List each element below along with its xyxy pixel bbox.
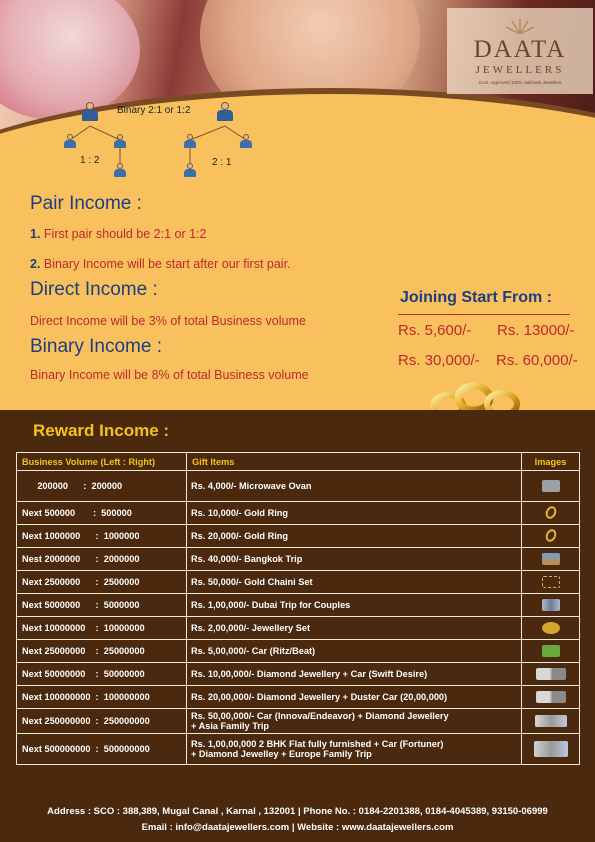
table-header-row <box>17 453 580 471</box>
header-images: Images <box>522 453 580 471</box>
table-row <box>17 734 580 765</box>
jewellery-car-icon <box>536 691 566 703</box>
gift-image-cell <box>522 471 580 502</box>
brand-name: DAATA <box>473 36 567 63</box>
gold-ring-icon <box>543 504 558 520</box>
binary-diagram-title: Binary 2:1 or 1:2 <box>117 105 191 116</box>
gift-image-cell <box>522 548 580 571</box>
business-volume-cell: Nest 2000000 : 2000000 <box>17 548 187 571</box>
footer-contact: Email : info@daatajewellers.com | Website : www.daatajewellers.com <box>141 822 454 833</box>
gift-item-cell: Rs. 1,00,000/- Dubai Trip for Couples <box>187 594 522 617</box>
table-row <box>17 471 580 502</box>
price-3: Rs. 30,000/- <box>398 352 480 369</box>
right-ratio-label: 2 : 1 <box>212 157 232 168</box>
reward-section <box>0 410 595 795</box>
point-text: First pair should be 2:1 or 1:2 <box>40 227 207 241</box>
business-volume-cell: Next 50000000 : 50000000 <box>17 663 187 686</box>
business-volume-cell: Next 500000000 : 500000000 <box>17 734 187 765</box>
table-row <box>17 594 580 617</box>
reward-income-heading: Reward Income : <box>33 421 170 440</box>
joining-underline <box>398 314 570 315</box>
gift-image-cell <box>522 525 580 548</box>
gift-item-cell: Rs. 50,00,000/- Car (Innova/Endeavor) + Diamond Jewellery + Asia Family Trip <box>187 709 522 734</box>
gift-item-cell: Rs. 2,00,000/- Jewellery Set <box>187 617 522 640</box>
footer-address: Address : SCO : 388,389, Mugal Canal , Karnal , 132001 | Phone No. : 0184-2201388, 0184-4045389, 93150-06999 <box>47 806 548 817</box>
pair-income-point-2 <box>30 257 291 271</box>
person-icon <box>239 134 253 148</box>
table-row <box>17 525 580 548</box>
person-icon <box>113 134 127 148</box>
left-ratio-label: 1 : 2 <box>80 155 100 166</box>
business-volume-cell: Next 5000000 : 5000000 <box>17 594 187 617</box>
binary-income-text: Binary Income will be 8% of total Business volume <box>30 368 309 382</box>
gift-item-cell: Rs. 10,000/- Gold Ring <box>187 502 522 525</box>
car-icon <box>542 645 560 657</box>
business-volume-cell: Next 2500000 : 2500000 <box>17 571 187 594</box>
business-volume-cell: Next 100000000 : 100000000 <box>17 686 187 709</box>
brand-tagline: Govt. Approved 100% Hallmark Jewellers <box>478 80 562 85</box>
business-volume-cell: 200000 : 200000 <box>17 471 187 502</box>
flat-car-trip-icon <box>534 741 568 757</box>
direct-income-text: Direct Income will be 3% of total Business volume <box>30 314 306 328</box>
table-row <box>17 548 580 571</box>
gift-image-cell <box>522 734 580 765</box>
brand-sub: JEWELLERS <box>475 64 565 76</box>
gift-item-cell: Rs. 5,00,000/- Car (Ritz/Beat) <box>187 640 522 663</box>
price-2: Rs. 13000/- <box>497 322 575 339</box>
table-row <box>17 640 580 663</box>
gift-item-cell: Rs. 20,000/- Gold Ring <box>187 525 522 548</box>
gift-image-cell <box>522 617 580 640</box>
gift-image-cell <box>522 663 580 686</box>
person-icon <box>113 163 127 177</box>
person-icon <box>183 134 197 148</box>
pair-income-heading: Pair Income : <box>30 193 142 214</box>
business-volume-cell: Next 25000000 : 25000000 <box>17 640 187 663</box>
direct-income-heading: Direct Income : <box>30 279 158 300</box>
table-row <box>17 663 580 686</box>
gift-image-cell <box>522 571 580 594</box>
gift-image-cell <box>522 502 580 525</box>
person-icon <box>63 134 77 148</box>
jewellery-car-icon <box>536 668 566 680</box>
footer <box>0 795 595 842</box>
pair-income-point-1 <box>30 227 207 241</box>
gift-item-cell: Rs. 50,000/- Gold Chaini Set <box>187 571 522 594</box>
binary-income-heading: Binary Income : <box>30 336 162 357</box>
header-business-volume: Business Volume (Left : Right) <box>17 453 187 471</box>
gift-image-cell <box>522 709 580 734</box>
point-text: Binary Income will be start after our first pair. <box>40 257 291 271</box>
point-number: 1. <box>30 227 41 241</box>
jewellery-set-icon <box>542 622 560 634</box>
price-1: Rs. 5,600/- <box>398 322 472 339</box>
business-volume-cell: Next 500000 : 500000 <box>17 502 187 525</box>
table-row <box>17 502 580 525</box>
table-row <box>17 617 580 640</box>
joining-title: Joining Start From : <box>400 289 552 306</box>
gift-image-cell <box>522 594 580 617</box>
parent-person-icon <box>216 102 234 122</box>
gift-item-cell: Rs. 20,00,000/- Diamond Jewellery + Duster Car (20,00,000) <box>187 686 522 709</box>
gift-item-cell: Rs. 10,00,000/- Diamond Jewellery + Car (Swift Desire) <box>187 663 522 686</box>
table-row <box>17 686 580 709</box>
business-volume-cell: Next 250000000 : 250000000 <box>17 709 187 734</box>
parent-person-icon <box>81 102 99 122</box>
table-row <box>17 571 580 594</box>
dubai-trip-icon <box>542 599 560 611</box>
point-number: 2. <box>30 257 41 271</box>
price-4: Rs. 60,000/- <box>496 352 578 369</box>
reward-table <box>16 452 580 765</box>
gift-image-cell <box>522 640 580 663</box>
gift-item-cell: Rs. 40,000/- Bangkok Trip <box>187 548 522 571</box>
gift-item-cell: Rs. 1,00,00,000 2 BHK Flat fully furnished + Car (Fortuner) + Diamond Jewelley + Europe Family Trip <box>187 734 522 765</box>
business-volume-cell: Next 10000000 : 10000000 <box>17 617 187 640</box>
diamond-ring-icon <box>543 527 558 543</box>
jewellery-car-trip-icon <box>535 715 567 727</box>
microwave-icon <box>542 480 560 492</box>
gift-image-cell <box>522 686 580 709</box>
table-row <box>17 709 580 734</box>
header-gift-items: Gift Items <box>187 453 522 471</box>
bangkok-trip-icon <box>542 553 560 565</box>
business-volume-cell: Next 1000000 : 1000000 <box>17 525 187 548</box>
brand-logo <box>447 8 593 94</box>
gold-chain-icon <box>542 576 560 588</box>
logo-rays-icon <box>505 18 535 34</box>
gift-item-cell: Rs. 4,000/- Microwave Ovan <box>187 471 522 502</box>
person-icon <box>183 163 197 177</box>
